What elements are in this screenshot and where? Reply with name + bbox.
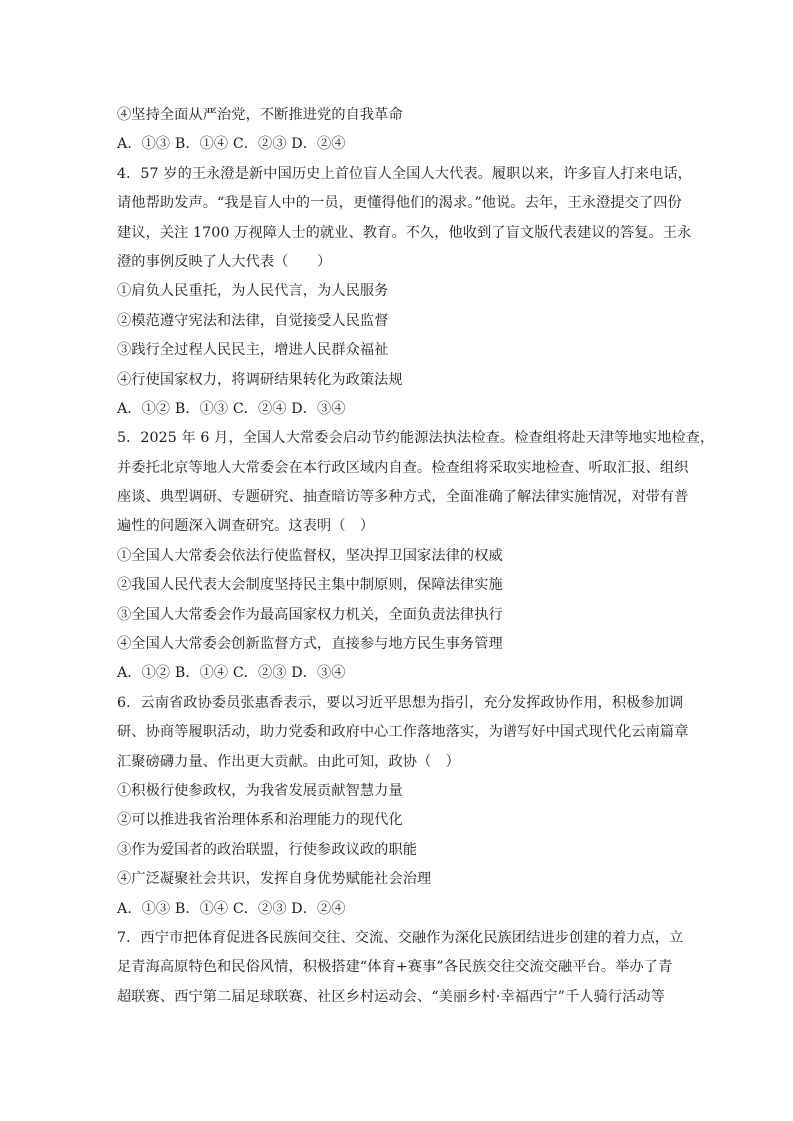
option-line: ②可以推进我省治理体系和治理能力的现代化	[117, 812, 403, 829]
stem-line: 足青海高原特色和民俗风情，积极搭建“体育+赛事”各民族交往交流交融平台。举办了青	[117, 959, 673, 976]
stem-line: 座谈、典型调研、专题研究、抽查暗访等多种方式，全面准确了解法律实施情况，对带有普	[117, 489, 689, 506]
option-line: ④行使国家权力，将调研结果转化为政策法规	[117, 371, 403, 388]
option-line: ④全国人大常委会创新监督方式，直接参与地方民生事务管理	[117, 636, 503, 653]
question-5	[117, 424, 715, 689]
stem-line: 6．云南省政协委员张惠香表示，要以习近平思想为指引，充分发挥政协作用，积极参加调	[117, 694, 684, 711]
stem-line: 澄的事例反映了人大代表（ ）	[117, 253, 332, 270]
question-6	[117, 689, 689, 924]
stem-line: 4．57 岁的王永澄是新中国历史上首位盲人全国人大代表。履职以来，许多盲人打来电话，	[117, 165, 692, 182]
question-stem	[117, 924, 684, 1012]
option-line: ②模范遵守宪法和法律，自觉接受人民监督	[117, 312, 389, 329]
option-line: ④坚持全面从严治党，不断推进党的自我革命	[117, 107, 403, 123]
option-line: ①积极行使参政权，为我省发展贡献智慧力量	[117, 782, 403, 799]
answer-choices: A．①③ B．①④ C．②③ D．②④	[117, 900, 346, 917]
option-line: ②我国人民代表大会制度坚持民主集中制原则，保障法律实施	[117, 577, 503, 594]
option-line: ③全国人大常委会作为最高国家权力机关，全面负责法律执行	[117, 606, 503, 623]
option-line: ③践行全过程人民民主，增进人民群众福祉	[117, 342, 389, 359]
stem-line: 建议，关注 1700 万视障人士的就业、教育。不久，他收到了盲文版代表建议的答复。王永	[117, 224, 692, 241]
stem-line: 汇聚磅礴力量、作出更大贡献。由此可知，政协（ ）	[117, 753, 460, 770]
stem-line: 并委托北京等地人大常委会在本行政区域内自查。检查组将采取实地检查、听取汇报、组织	[117, 459, 689, 476]
stem-line: 5．2025 年 6 月，全国人大常委会启动节约能源法执法检查。检查组将赴天津等地实地检查，	[117, 430, 715, 447]
stem-line: 请他帮助发声。“我是盲人中的一员，更懂得他们的渴求。”他说。去年，王永澄提交了四份	[117, 195, 682, 212]
question-stem	[117, 689, 689, 777]
stem-line: 超联赛、西宁第二届足球联赛、社区乡村运动会、“美丽乡村·幸福西宁”千人骑行活动等	[117, 988, 665, 1005]
stem-line: 7．西宁市把体育促进各民族间交往、交流、交融作为深化民族团结进步创建的着力点，立	[117, 929, 684, 946]
question-stem	[117, 160, 692, 278]
answer-choices: A．①③ B．①④ C．②③ D．②④	[117, 136, 346, 153]
stem-line: 遍性的问题深入调查研究。这表明（ ）	[117, 518, 375, 535]
stem-line: 研、协商等履职活动，助力党委和政府中心工作落地落实，为谱写好中国式现代化云南篇章	[117, 724, 689, 741]
option-line: ①肩负人民重托，为人民代言，为人民服务	[117, 283, 389, 300]
answer-choices: A．①② B．①③ C．②④ D．③④	[117, 400, 346, 417]
question-4	[117, 160, 692, 425]
question-stem	[117, 424, 715, 542]
question-7	[117, 924, 684, 1012]
option-line: ③作为爱国者的政治联盟，行使参政议政的职能	[117, 841, 418, 858]
exam-page	[117, 101, 715, 1012]
option-line: ④广泛凝聚社会共识，发挥自身优势赋能社会治理	[117, 871, 432, 888]
answer-choices: A．①② B．①④ C．②③ D．③④	[117, 665, 346, 682]
option-line: ①全国人大常委会依法行使监督权，坚决捍卫国家法律的权威	[117, 547, 503, 564]
